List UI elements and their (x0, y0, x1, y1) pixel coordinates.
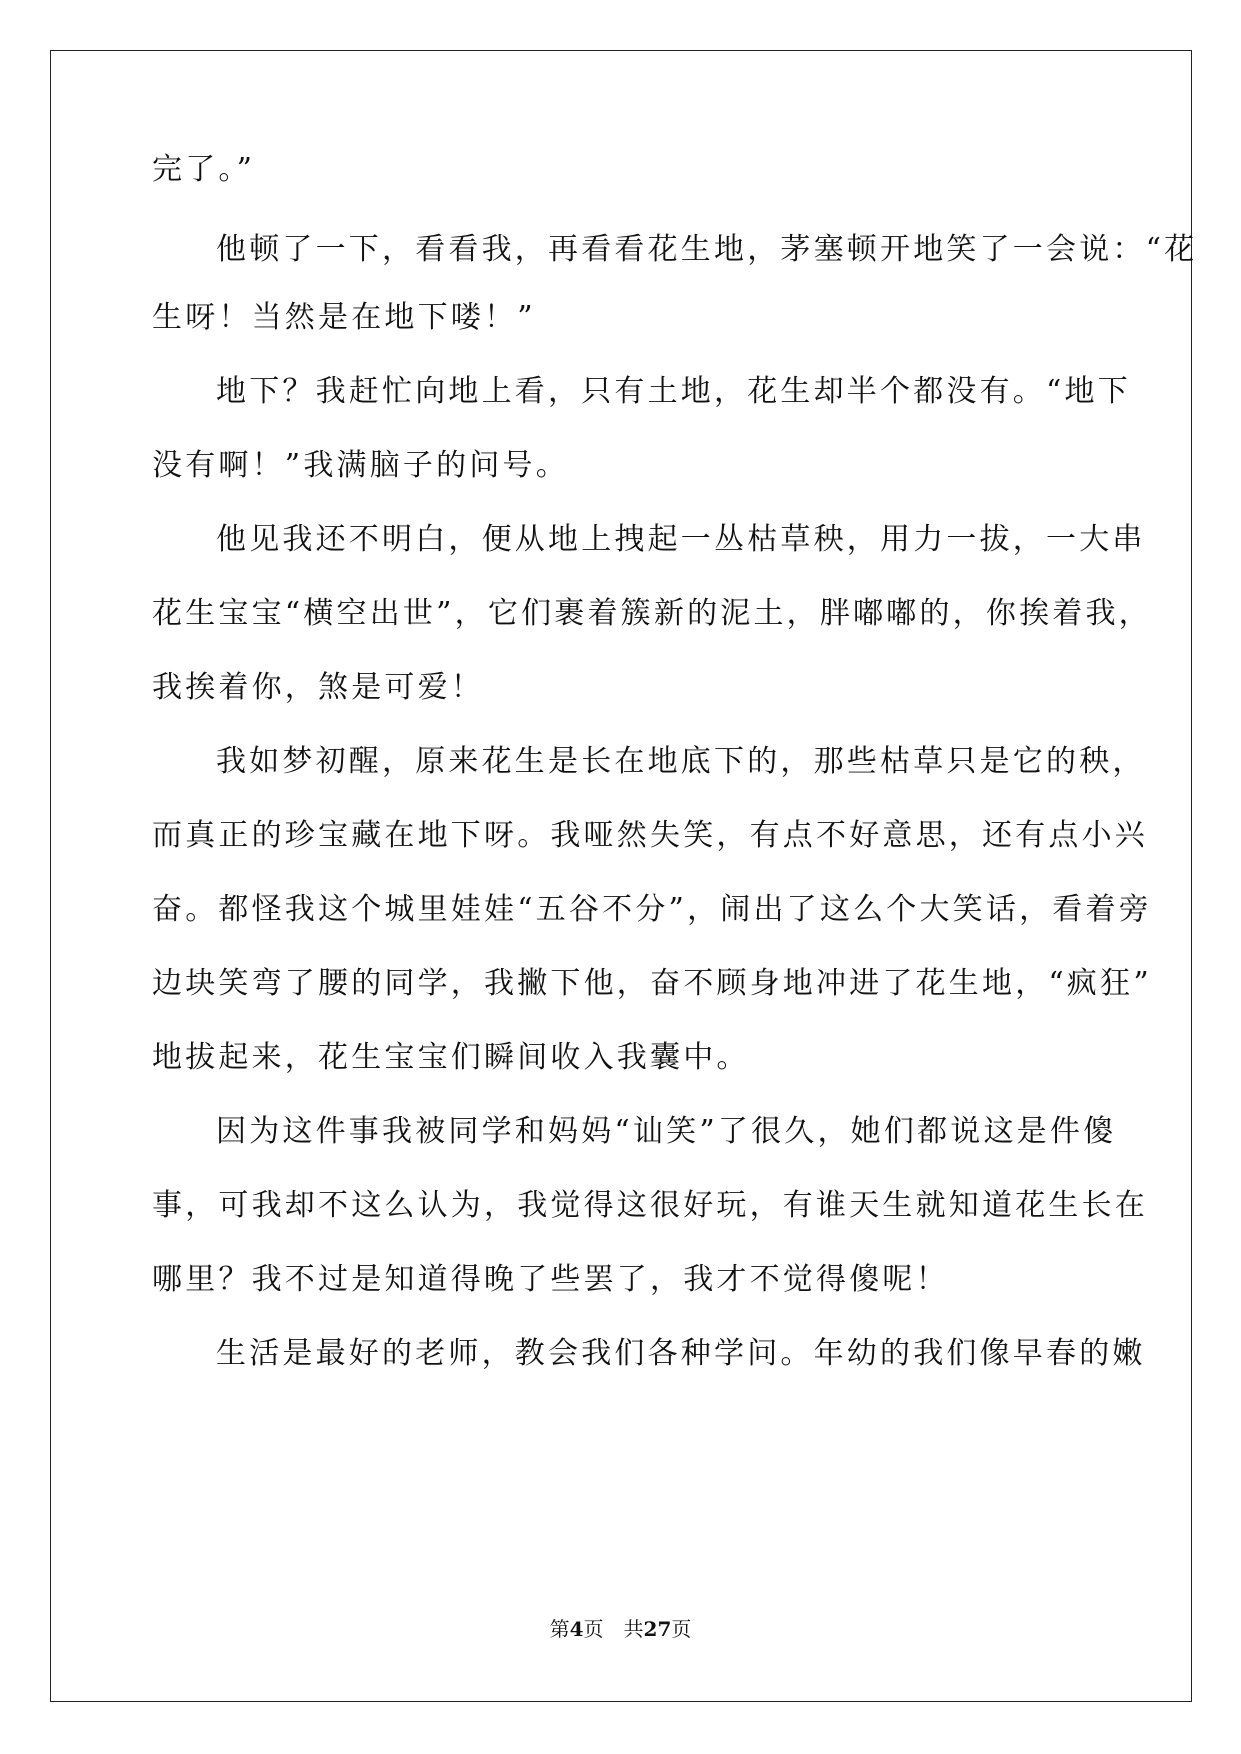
total-pages: 27 (643, 1617, 672, 1641)
page-footer (0, 1616, 1241, 1642)
text-line: 事，可我却不这么认为，我觉得这很好玩，有谁天生就知道花生长在 (152, 1188, 1148, 1223)
text-line: 哪里？我不过是知道得晚了些罢了，我才不觉得傻呢！ (152, 1262, 949, 1297)
text-line: 没有啊！”我满脑子的问号。 (152, 448, 569, 483)
paragraph-first-line: 他见我还不明白，便从地上拽起一丛枯草秧，用力一拔，一大串 (216, 522, 1146, 557)
paragraph-first-line: 因为这件事我被同学和妈妈“讪笑”了很久，她们都说这是件傻 (216, 1114, 1117, 1149)
text-line: 而真正的珍宝藏在地下呀。我哑然失笑，有点不好意思，还有点小兴 (152, 818, 1148, 853)
paragraph-first-line: 我如梦初醒，原来花生是长在地底下的，那些枯草只是它的秧， (216, 744, 1146, 779)
paragraph-first-line: 生活是最好的老师，教会我们各种学问。年幼的我们像早春的嫩 (216, 1336, 1146, 1371)
text-line: 花生宝宝“横空出世”，它们裹着簇新的泥土，胖嘟嘟的，你挨着我， (152, 596, 1152, 631)
paragraph-first-line: 地下？我赶忙向地上看，只有土地，花生却半个都没有。“地下 (216, 374, 1131, 409)
total-suffix: 页 (671, 1617, 692, 1641)
text-line: 地拔起来，花生宝宝们瞬间收入我囊中。 (152, 1040, 750, 1075)
text-line: 生呀！当然是在地下喽！” (152, 300, 536, 335)
page-prefix: 第 (549, 1617, 570, 1641)
text-line: 边块笑弯了腰的同学，我撇下他，奋不顾身地冲进了花生地，“疯狂” (152, 966, 1152, 1001)
text-line: 奋。都怪我这个城里娃娃“五谷不分”，闹出了这么个大笑话，看着旁 (152, 892, 1152, 927)
page-number: 4 (569, 1617, 584, 1641)
text-line: 我挨着你，煞是可爱！ (152, 670, 484, 705)
paragraph-first-line: 他顿了一下，看看我，再看看花生地，茅塞顿开地笑了一会说：“花 (216, 232, 1198, 267)
text-line: 完了。” (152, 152, 256, 187)
page-suffix: 页 (583, 1617, 604, 1641)
total-prefix: 共 (623, 1617, 644, 1641)
